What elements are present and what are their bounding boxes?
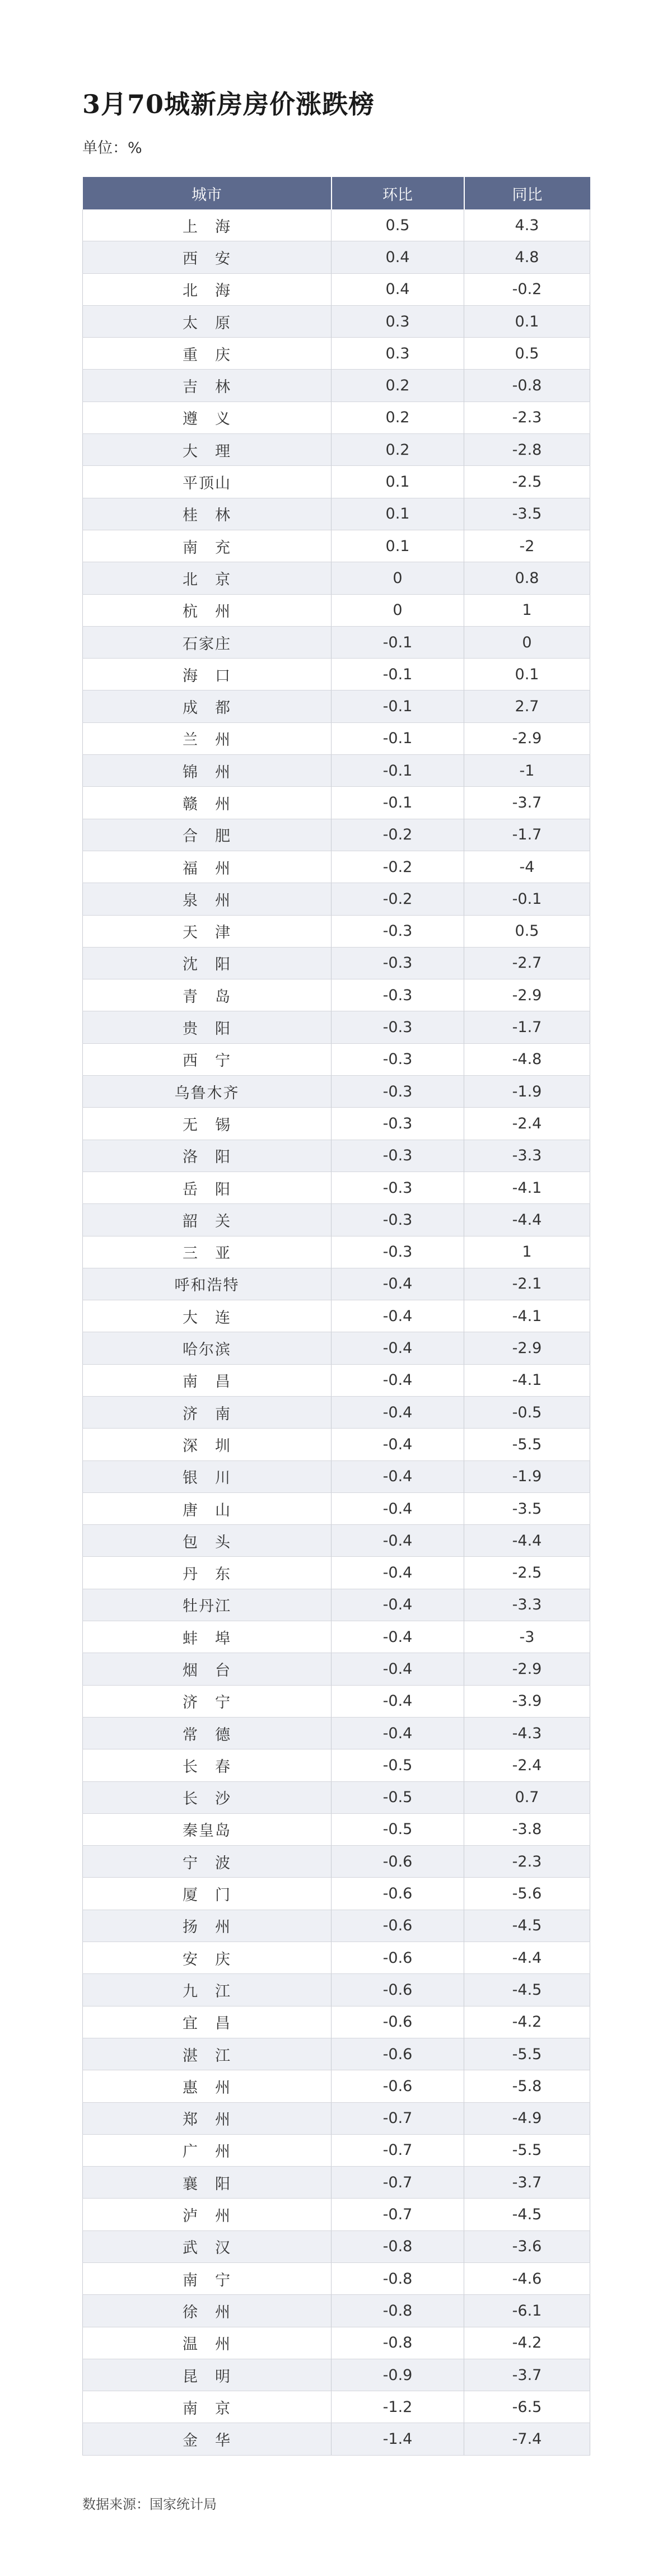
yoy-cell: -3.9 [464,1685,590,1717]
table-row [83,1011,590,1043]
table-row [83,755,590,787]
mom-cell: -0.4 [332,1717,464,1749]
mom-cell: -0.1 [332,659,464,690]
city-cell: 太 原 [83,305,332,337]
yoy-cell: -5.5 [464,2134,590,2166]
yoy-cell: -2 [464,530,590,562]
table-row [83,851,590,883]
yoy-cell: -1.7 [464,819,590,851]
price-table [82,177,590,2456]
data-source: 数据来源：国家统计局 [82,2496,217,2512]
yoy-cell: 0.1 [464,659,590,690]
city-cell: 常 德 [83,1717,332,1749]
yoy-cell: 1 [464,594,590,626]
table-row [83,1043,590,1075]
table-row [83,2199,590,2230]
mom-cell: -0.8 [332,2327,464,2359]
table-row [83,2263,590,2295]
table-row [83,1557,590,1589]
city-cell: 洛 阳 [83,1140,332,1172]
city-cell: 成 都 [83,690,332,722]
yoy-cell: 0.5 [464,915,590,947]
city-cell: 泸 州 [83,2199,332,2230]
mom-cell: -0.3 [332,1043,464,1075]
city-cell: 沈 阳 [83,947,332,979]
mom-cell: -0.6 [332,2038,464,2070]
yoy-cell: -4.1 [464,1172,590,1203]
yoy-cell: -2.9 [464,722,590,754]
yoy-cell: -5.6 [464,1878,590,1910]
yoy-cell: -4.2 [464,2006,590,2038]
city-cell: 西 安 [83,241,332,273]
table-row [83,2102,590,2134]
mom-cell: -0.4 [332,1653,464,1685]
table-row [83,2070,590,2102]
city-cell: 烟 台 [83,1653,332,1685]
yoy-cell: -2.8 [464,434,590,466]
table-row [83,370,590,402]
mom-cell: -0.3 [332,915,464,947]
city-cell: 上 海 [83,209,332,241]
yoy-cell: -5.5 [464,2038,590,2070]
mom-cell: -0.3 [332,979,464,1011]
yoy-cell: -3 [464,1621,590,1653]
city-cell: 西 宁 [83,1043,332,1075]
yoy-cell: -2.3 [464,402,590,433]
city-cell: 安 庆 [83,1942,332,1974]
mom-cell: -0.4 [332,1621,464,1653]
city-cell: 银 川 [83,1460,332,1492]
table-row [83,402,590,433]
yoy-cell: -3.3 [464,1140,590,1172]
mom-cell: -0.4 [332,1525,464,1557]
mom-cell: 0.5 [332,209,464,241]
mom-cell: -0.1 [332,755,464,787]
table-row [83,2391,590,2423]
table-row [83,273,590,305]
mom-cell: 0.4 [332,273,464,305]
city-cell: 乌鲁木齐 [83,1076,332,1108]
city-cell: 青 岛 [83,979,332,1011]
city-cell: 武 汉 [83,2230,332,2262]
mom-cell: -0.1 [332,690,464,722]
yoy-cell: -3.5 [464,498,590,530]
yoy-cell: -1 [464,755,590,787]
mom-cell: -0.4 [332,1460,464,1492]
table-row [83,594,590,626]
mom-cell: -0.2 [332,883,464,915]
table-row [83,1942,590,1974]
city-cell: 扬 州 [83,1910,332,1942]
city-cell: 赣 州 [83,787,332,819]
table-row [83,1300,590,1332]
city-cell: 北 海 [83,273,332,305]
table-row [83,1910,590,1942]
mom-cell: -0.6 [332,2006,464,2038]
table-row [83,2295,590,2327]
mom-cell: 0.2 [332,402,464,433]
city-cell: 南 昌 [83,1364,332,1396]
mom-cell: -0.7 [332,2167,464,2199]
city-cell: 湛 江 [83,2038,332,2070]
mom-cell: -0.7 [332,2199,464,2230]
city-cell: 桂 林 [83,498,332,530]
yoy-cell: -4.5 [464,1974,590,2006]
table-row [83,915,590,947]
yoy-cell: -5.8 [464,2070,590,2102]
yoy-cell: -2.5 [464,1557,590,1589]
table-row [83,690,590,722]
yoy-cell: -4.2 [464,2327,590,2359]
mom-cell: -0.4 [332,1332,464,1364]
yoy-cell: -3.3 [464,1589,590,1621]
city-cell: 大 理 [83,434,332,466]
yoy-cell: 0.1 [464,305,590,337]
city-cell: 广 州 [83,2134,332,2166]
city-cell: 金 华 [83,2423,332,2455]
yoy-cell: 4.8 [464,241,590,273]
city-cell: 无 锡 [83,1108,332,1140]
mom-cell: -0.3 [332,1172,464,1203]
yoy-cell: -3.6 [464,2230,590,2262]
yoy-cell: -4.4 [464,1204,590,1236]
mom-cell: -0.3 [332,1076,464,1108]
table-row [83,466,590,498]
table-row [83,434,590,466]
yoy-cell: -0.1 [464,883,590,915]
mom-cell: -0.3 [332,947,464,979]
city-cell: 大 连 [83,1300,332,1332]
yoy-cell: -4.6 [464,2263,590,2295]
mom-cell: -0.9 [332,2359,464,2391]
table-row [83,2006,590,2038]
table-row [83,498,590,530]
table-row [83,562,590,594]
yoy-cell: 4.3 [464,209,590,241]
city-cell: 兰 州 [83,722,332,754]
city-cell: 昆 明 [83,2359,332,2391]
yoy-cell: 0.7 [464,1781,590,1813]
yoy-cell: -2.9 [464,979,590,1011]
table-row [83,2167,590,2199]
table-header [83,177,590,209]
yoy-cell: -2.4 [464,1749,590,1781]
table-row [83,2038,590,2070]
header-mom: 环比 [332,177,464,209]
city-cell: 惠 州 [83,2070,332,2102]
table-row [83,947,590,979]
yoy-cell: 0.5 [464,338,590,370]
mom-cell: -0.8 [332,2230,464,2262]
yoy-cell: -0.8 [464,370,590,402]
yoy-cell: -4.4 [464,1942,590,1974]
city-cell: 重 庆 [83,338,332,370]
table-row [83,1717,590,1749]
mom-cell: -0.6 [332,1846,464,1878]
yoy-cell: 2.7 [464,690,590,722]
unit-label: 单位：% [82,139,142,157]
table-row [83,1974,590,2006]
table-row [83,819,590,851]
city-cell: 郑 州 [83,2102,332,2134]
mom-cell: -0.5 [332,1813,464,1845]
mom-cell: -0.6 [332,1878,464,1910]
table-row [83,1204,590,1236]
yoy-cell: -5.5 [464,1429,590,1460]
mom-cell: 0.1 [332,498,464,530]
city-cell: 厦 门 [83,1878,332,1910]
yoy-cell: -2.1 [464,1268,590,1300]
mom-cell: -0.4 [332,1300,464,1332]
city-cell: 杭 州 [83,594,332,626]
yoy-cell: -1.9 [464,1076,590,1108]
table-row [83,338,590,370]
city-cell: 襄 阳 [83,2167,332,2199]
table-row [83,1364,590,1396]
table-row [83,883,590,915]
table-row [83,1621,590,1653]
city-cell: 福 州 [83,851,332,883]
table-row [83,1236,590,1268]
table-row [83,2327,590,2359]
table-row [83,659,590,690]
mom-cell: -0.7 [332,2134,464,2166]
table-row [83,1396,590,1428]
city-cell: 南 充 [83,530,332,562]
table-row [83,1749,590,1781]
mom-cell: -0.3 [332,1011,464,1043]
mom-cell: -0.2 [332,819,464,851]
mom-cell: -0.5 [332,1749,464,1781]
yoy-cell: 0 [464,626,590,658]
table-row [83,1076,590,1108]
yoy-cell: -4 [464,851,590,883]
mom-cell: -0.1 [332,626,464,658]
yoy-cell: -6.5 [464,2391,590,2423]
mom-cell: 0.3 [332,305,464,337]
mom-cell: -0.8 [332,2263,464,2295]
table-row [83,1878,590,1910]
table-row [83,1268,590,1300]
table-row [83,209,590,241]
city-cell: 宜 昌 [83,2006,332,2038]
yoy-cell: -4.5 [464,2199,590,2230]
header-yoy: 同比 [464,177,590,209]
mom-cell: -0.4 [332,1429,464,1460]
yoy-cell: -2.4 [464,1108,590,1140]
city-cell: 石家庄 [83,626,332,658]
city-cell: 宁 波 [83,1846,332,1878]
yoy-cell: -0.2 [464,273,590,305]
mom-cell: 0.1 [332,466,464,498]
table-body [83,209,590,2455]
table-row [83,1332,590,1364]
mom-cell: -0.7 [332,2102,464,2134]
city-cell: 唐 山 [83,1492,332,1524]
table-row [83,241,590,273]
mom-cell: -1.2 [332,2391,464,2423]
table-header-row [83,177,590,209]
yoy-cell: -6.1 [464,2295,590,2327]
mom-cell: -0.4 [332,1364,464,1396]
city-cell: 三 亚 [83,1236,332,1268]
table-row [83,1685,590,1717]
table-row [83,2134,590,2166]
table-row [83,2359,590,2391]
yoy-cell: -0.5 [464,1396,590,1428]
city-cell: 吉 林 [83,370,332,402]
yoy-cell: -4.3 [464,1717,590,1749]
mom-cell: 0.4 [332,241,464,273]
yoy-cell: -3.8 [464,1813,590,1845]
yoy-cell: -4.1 [464,1364,590,1396]
mom-cell: -0.4 [332,1685,464,1717]
city-cell: 长 春 [83,1749,332,1781]
table-row [83,1653,590,1685]
mom-cell: -0.6 [332,2070,464,2102]
yoy-cell: -1.7 [464,1011,590,1043]
mom-cell: -0.8 [332,2295,464,2327]
yoy-cell: -2.3 [464,1846,590,1878]
mom-cell: -0.3 [332,1236,464,1268]
mom-cell: -0.4 [332,1492,464,1524]
city-cell: 牡丹江 [83,1589,332,1621]
table-row [83,1429,590,1460]
table-row [83,1460,590,1492]
yoy-cell: -4.4 [464,1525,590,1557]
mom-cell: 0 [332,594,464,626]
table-row [83,1492,590,1524]
table-row [83,2423,590,2455]
mom-cell: -0.5 [332,1781,464,1813]
table-row [83,1589,590,1621]
yoy-cell: -2.7 [464,947,590,979]
mom-cell: -1.4 [332,2423,464,2455]
city-cell: 包 头 [83,1525,332,1557]
mom-cell: -0.3 [332,1108,464,1140]
city-cell: 天 津 [83,915,332,947]
city-cell: 遵 义 [83,402,332,433]
yoy-cell: -4.1 [464,1300,590,1332]
mom-cell: 0.2 [332,434,464,466]
table-row [83,1846,590,1878]
city-cell: 哈尔滨 [83,1332,332,1364]
mom-cell: -0.1 [332,787,464,819]
table-row [83,1172,590,1203]
header-city: 城市 [83,177,332,209]
yoy-cell: -1.9 [464,1460,590,1492]
city-cell: 平顶山 [83,466,332,498]
table-row [83,530,590,562]
yoy-cell: -3.7 [464,2359,590,2391]
yoy-cell: 1 [464,1236,590,1268]
city-cell: 韶 关 [83,1204,332,1236]
yoy-cell: -3.7 [464,787,590,819]
mom-cell: -0.4 [332,1268,464,1300]
city-cell: 丹 东 [83,1557,332,1589]
mom-cell: -0.4 [332,1557,464,1589]
table-row [83,626,590,658]
page-title: 3月70城新房房价涨跌榜 [82,89,375,119]
mom-cell: 0.3 [332,338,464,370]
city-cell: 贵 阳 [83,1011,332,1043]
table-row [83,1108,590,1140]
mom-cell: 0.1 [332,530,464,562]
yoy-cell: -2.9 [464,1332,590,1364]
mom-cell: -0.3 [332,1204,464,1236]
city-cell: 九 江 [83,1974,332,2006]
city-cell: 锦 州 [83,755,332,787]
city-cell: 徐 州 [83,2295,332,2327]
table-row [83,2230,590,2262]
city-cell: 济 宁 [83,1685,332,1717]
mom-cell: -0.6 [332,1942,464,1974]
mom-cell: 0.2 [332,370,464,402]
city-cell: 长 沙 [83,1781,332,1813]
mom-cell: -0.6 [332,1974,464,2006]
table-row [83,1781,590,1813]
table-row [83,1525,590,1557]
yoy-cell: -2.5 [464,466,590,498]
city-cell: 合 肥 [83,819,332,851]
mom-cell: -0.4 [332,1396,464,1428]
price-table-container [82,177,590,2456]
city-cell: 泉 州 [83,883,332,915]
mom-cell: -0.1 [332,722,464,754]
table-row [83,722,590,754]
yoy-cell: -4.5 [464,1910,590,1942]
city-cell: 蚌 埠 [83,1621,332,1653]
yoy-cell: -2.9 [464,1653,590,1685]
yoy-cell: -4.8 [464,1043,590,1075]
yoy-cell: -3.5 [464,1492,590,1524]
city-cell: 呼和浩特 [83,1268,332,1300]
city-cell: 北 京 [83,562,332,594]
yoy-cell: 0.8 [464,562,590,594]
city-cell: 温 州 [83,2327,332,2359]
table-row [83,979,590,1011]
mom-cell: -0.3 [332,1140,464,1172]
mom-cell: 0 [332,562,464,594]
table-row [83,305,590,337]
city-cell: 深 圳 [83,1429,332,1460]
city-cell: 秦皇岛 [83,1813,332,1845]
mom-cell: -0.4 [332,1589,464,1621]
table-row [83,1813,590,1845]
city-cell: 南 京 [83,2391,332,2423]
yoy-cell: -3.7 [464,2167,590,2199]
city-cell: 海 口 [83,659,332,690]
table-row [83,1140,590,1172]
mom-cell: -0.6 [332,1910,464,1942]
yoy-cell: -7.4 [464,2423,590,2455]
table-row [83,787,590,819]
yoy-cell: -4.9 [464,2102,590,2134]
city-cell: 岳 阳 [83,1172,332,1203]
city-cell: 济 南 [83,1396,332,1428]
city-cell: 南 宁 [83,2263,332,2295]
mom-cell: -0.2 [332,851,464,883]
